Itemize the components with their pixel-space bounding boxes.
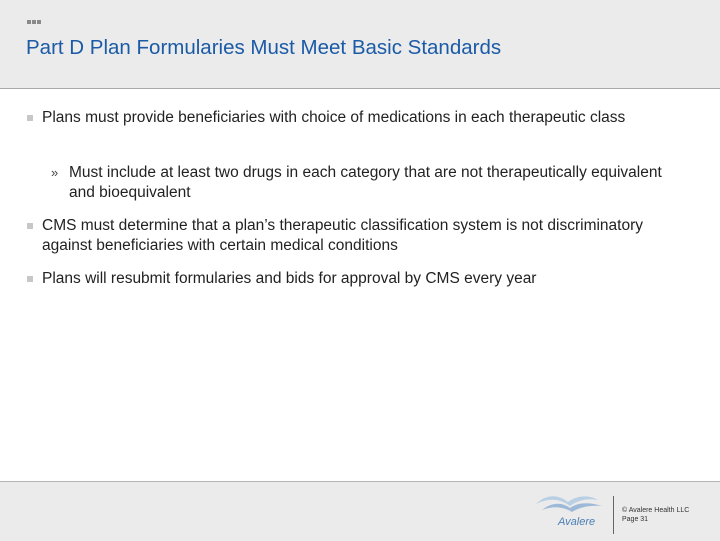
logo-text: Avalere	[558, 516, 596, 528]
bullet-3	[42, 269, 682, 289]
page-number: Page 31	[622, 516, 649, 523]
slide-header	[0, 0, 720, 89]
slide-footer	[0, 481, 720, 541]
bullet-3-text: Plans will resubmit formularies and bids for approval by CMS every year	[42, 270, 537, 287]
sub-bullet-1-text: Must include at least two drugs in each category that are not therapeutically equivalent and bioequivalent	[69, 164, 662, 201]
dot	[27, 20, 31, 24]
footer-copyright-block	[622, 506, 689, 524]
copyright-text: © Avalere Health LLC	[622, 507, 690, 514]
bullet-2	[42, 216, 682, 256]
bullet-marker	[27, 223, 33, 229]
header-dots-decoration	[27, 20, 41, 24]
bullet-marker	[27, 276, 33, 282]
bullet-1	[42, 108, 682, 128]
sub-bullet-marker: »	[51, 165, 59, 180]
bullet-marker	[27, 115, 33, 121]
sub-bullet-1	[51, 163, 689, 203]
dot	[32, 20, 36, 24]
bullet-1-text: Plans must provide beneficiaries with choice of medications in each therapeutic class	[42, 109, 626, 126]
slide-title: Part D Plan Formularies Must Meet Basic Standards	[26, 36, 502, 59]
footer-divider	[613, 496, 614, 534]
dot	[37, 20, 41, 24]
bullet-2-text: CMS must determine that a plan’s therapeutic classification system is not discriminatory against beneficiaries with certain medical conditions	[42, 217, 644, 254]
avalere-logo	[532, 490, 608, 536]
